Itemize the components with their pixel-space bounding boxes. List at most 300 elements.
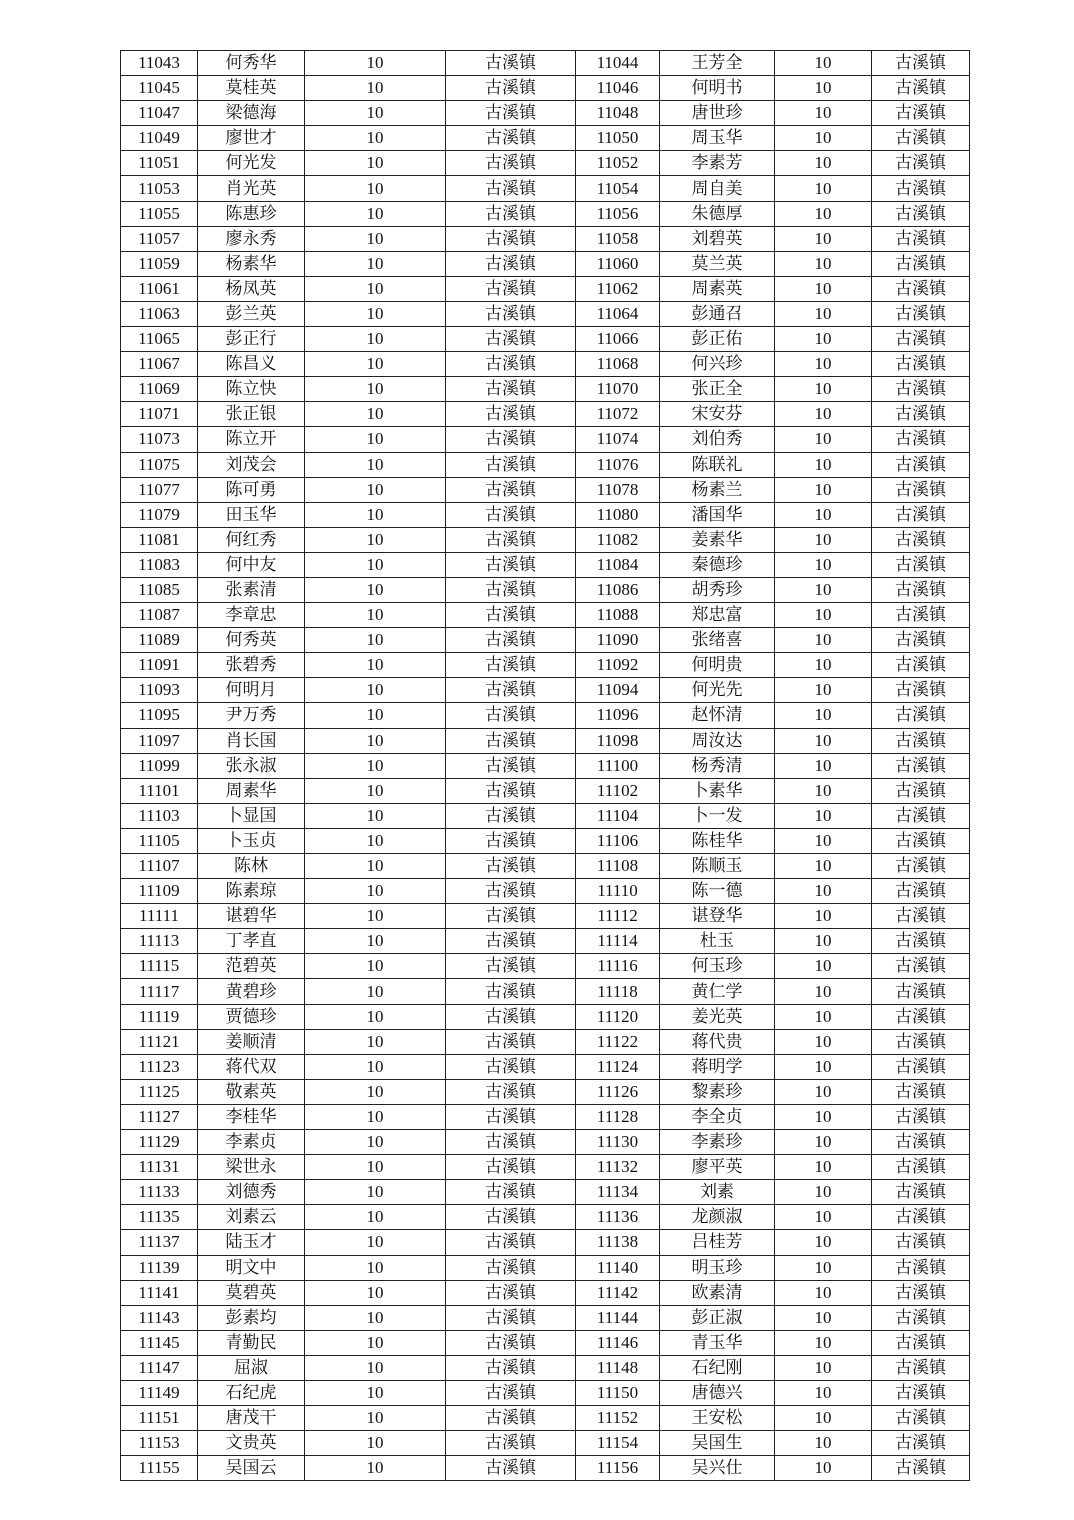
id-cell: 11066 <box>576 327 660 352</box>
name-cell: 莫碧英 <box>198 1280 305 1305</box>
name-cell: 张素清 <box>198 577 305 602</box>
amount-cell: 10 <box>305 753 446 778</box>
amount-cell: 10 <box>775 1456 872 1481</box>
id-cell: 11104 <box>576 803 660 828</box>
name-cell: 姜素华 <box>660 527 775 552</box>
id-cell: 11044 <box>576 51 660 76</box>
id-cell: 11057 <box>121 226 198 251</box>
id-cell: 11081 <box>121 527 198 552</box>
town-cell: 古溪镇 <box>872 854 970 879</box>
name-cell: 肖光英 <box>198 176 305 201</box>
table-row <box>121 1330 970 1355</box>
name-cell: 贾德珍 <box>198 1004 305 1029</box>
name-cell: 何红秀 <box>198 527 305 552</box>
town-cell: 古溪镇 <box>872 1280 970 1305</box>
id-cell: 11136 <box>576 1205 660 1230</box>
name-cell: 刘素云 <box>198 1205 305 1230</box>
roster-table <box>120 50 970 1481</box>
town-cell: 古溪镇 <box>446 101 576 126</box>
town-cell: 古溪镇 <box>446 226 576 251</box>
town-cell: 古溪镇 <box>446 352 576 377</box>
amount-cell: 10 <box>775 603 872 628</box>
id-cell: 11059 <box>121 251 198 276</box>
id-cell: 11083 <box>121 552 198 577</box>
name-cell: 谌碧华 <box>198 904 305 929</box>
id-cell: 11119 <box>121 1004 198 1029</box>
amount-cell: 10 <box>775 176 872 201</box>
id-cell: 11043 <box>121 51 198 76</box>
amount-cell: 10 <box>775 1255 872 1280</box>
town-cell: 古溪镇 <box>446 176 576 201</box>
id-cell: 11113 <box>121 929 198 954</box>
name-cell: 陈昌义 <box>198 352 305 377</box>
amount-cell: 10 <box>775 904 872 929</box>
name-cell: 陈联礼 <box>660 452 775 477</box>
id-cell: 11047 <box>121 101 198 126</box>
id-cell: 11068 <box>576 352 660 377</box>
town-cell: 古溪镇 <box>446 502 576 527</box>
table-row <box>121 1079 970 1104</box>
name-cell: 陈顺玉 <box>660 854 775 879</box>
town-cell: 古溪镇 <box>446 377 576 402</box>
id-cell: 11135 <box>121 1205 198 1230</box>
amount-cell: 10 <box>305 728 446 753</box>
amount-cell: 10 <box>305 854 446 879</box>
name-cell: 李全贞 <box>660 1104 775 1129</box>
id-cell: 11110 <box>576 879 660 904</box>
roster-table-body <box>121 51 970 1481</box>
name-cell: 黎素珍 <box>660 1079 775 1104</box>
amount-cell: 10 <box>305 1456 446 1481</box>
amount-cell: 10 <box>305 577 446 602</box>
name-cell: 吕桂芳 <box>660 1230 775 1255</box>
amount-cell: 10 <box>775 1155 872 1180</box>
id-cell: 11086 <box>576 577 660 602</box>
amount-cell: 10 <box>775 1355 872 1380</box>
id-cell: 11062 <box>576 276 660 301</box>
town-cell: 古溪镇 <box>446 452 576 477</box>
table-row <box>121 803 970 828</box>
amount-cell: 10 <box>775 1029 872 1054</box>
amount-cell: 10 <box>305 201 446 226</box>
id-cell: 11116 <box>576 954 660 979</box>
id-cell: 11088 <box>576 603 660 628</box>
name-cell: 杨素华 <box>198 251 305 276</box>
name-cell: 彭正行 <box>198 327 305 352</box>
town-cell: 古溪镇 <box>872 1230 970 1255</box>
amount-cell: 10 <box>775 929 872 954</box>
id-cell: 11127 <box>121 1104 198 1129</box>
name-cell: 周素华 <box>198 778 305 803</box>
amount-cell: 10 <box>305 1004 446 1029</box>
id-cell: 11126 <box>576 1079 660 1104</box>
name-cell: 黄仁学 <box>660 979 775 1004</box>
town-cell: 古溪镇 <box>872 251 970 276</box>
amount-cell: 10 <box>305 929 446 954</box>
name-cell: 彭正淑 <box>660 1305 775 1330</box>
name-cell: 何明书 <box>660 76 775 101</box>
name-cell: 青勤民 <box>198 1330 305 1355</box>
name-cell: 欧素清 <box>660 1280 775 1305</box>
amount-cell: 10 <box>305 678 446 703</box>
name-cell: 屈淑 <box>198 1355 305 1380</box>
town-cell: 古溪镇 <box>446 1180 576 1205</box>
name-cell: 明文中 <box>198 1255 305 1280</box>
name-cell: 石纪虎 <box>198 1380 305 1405</box>
id-cell: 11144 <box>576 1305 660 1330</box>
amount-cell: 10 <box>775 803 872 828</box>
name-cell: 王芳全 <box>660 51 775 76</box>
id-cell: 11125 <box>121 1079 198 1104</box>
town-cell: 古溪镇 <box>446 1054 576 1079</box>
town-cell: 古溪镇 <box>872 1054 970 1079</box>
amount-cell: 10 <box>305 101 446 126</box>
amount-cell: 10 <box>305 76 446 101</box>
name-cell: 何秀华 <box>198 51 305 76</box>
id-cell: 11112 <box>576 904 660 929</box>
town-cell: 古溪镇 <box>446 1305 576 1330</box>
amount-cell: 10 <box>775 1054 872 1079</box>
id-cell: 11060 <box>576 251 660 276</box>
amount-cell: 10 <box>775 1180 872 1205</box>
town-cell: 古溪镇 <box>872 929 970 954</box>
town-cell: 古溪镇 <box>872 226 970 251</box>
amount-cell: 10 <box>775 477 872 502</box>
name-cell: 陈桂华 <box>660 828 775 853</box>
name-cell: 周玉华 <box>660 126 775 151</box>
town-cell: 古溪镇 <box>872 276 970 301</box>
name-cell: 黄碧珍 <box>198 979 305 1004</box>
town-cell: 古溪镇 <box>872 327 970 352</box>
amount-cell: 10 <box>305 803 446 828</box>
id-cell: 11152 <box>576 1406 660 1431</box>
name-cell: 何明月 <box>198 678 305 703</box>
town-cell: 古溪镇 <box>446 1380 576 1405</box>
amount-cell: 10 <box>775 226 872 251</box>
table-row <box>121 753 970 778</box>
id-cell: 11129 <box>121 1130 198 1155</box>
name-cell: 廖永秀 <box>198 226 305 251</box>
town-cell: 古溪镇 <box>446 929 576 954</box>
name-cell: 梁世永 <box>198 1155 305 1180</box>
town-cell: 古溪镇 <box>872 176 970 201</box>
name-cell: 李桂华 <box>198 1104 305 1129</box>
town-cell: 古溪镇 <box>872 101 970 126</box>
name-cell: 彭兰英 <box>198 301 305 326</box>
name-cell: 廖平英 <box>660 1155 775 1180</box>
table-row <box>121 101 970 126</box>
amount-cell: 10 <box>775 954 872 979</box>
name-cell: 潘国华 <box>660 502 775 527</box>
name-cell: 何中友 <box>198 552 305 577</box>
amount-cell: 10 <box>305 452 446 477</box>
name-cell: 李素贞 <box>198 1130 305 1155</box>
town-cell: 古溪镇 <box>446 653 576 678</box>
town-cell: 古溪镇 <box>872 728 970 753</box>
town-cell: 古溪镇 <box>872 803 970 828</box>
name-cell: 刘伯秀 <box>660 427 775 452</box>
town-cell: 古溪镇 <box>872 1431 970 1456</box>
name-cell: 谌登华 <box>660 904 775 929</box>
amount-cell: 10 <box>305 1054 446 1079</box>
name-cell: 姜顺清 <box>198 1029 305 1054</box>
id-cell: 11105 <box>121 828 198 853</box>
town-cell: 古溪镇 <box>872 1104 970 1129</box>
id-cell: 11098 <box>576 728 660 753</box>
id-cell: 11064 <box>576 301 660 326</box>
amount-cell: 10 <box>305 301 446 326</box>
id-cell: 11147 <box>121 1355 198 1380</box>
town-cell: 古溪镇 <box>446 1230 576 1255</box>
town-cell: 古溪镇 <box>872 577 970 602</box>
amount-cell: 10 <box>775 1104 872 1129</box>
town-cell: 古溪镇 <box>872 703 970 728</box>
id-cell: 11124 <box>576 1054 660 1079</box>
table-row <box>121 778 970 803</box>
id-cell: 11145 <box>121 1330 198 1355</box>
id-cell: 11085 <box>121 577 198 602</box>
id-cell: 11048 <box>576 101 660 126</box>
amount-cell: 10 <box>775 327 872 352</box>
name-cell: 张碧秀 <box>198 653 305 678</box>
amount-cell: 10 <box>775 1004 872 1029</box>
id-cell: 11056 <box>576 201 660 226</box>
town-cell: 古溪镇 <box>872 1130 970 1155</box>
id-cell: 11073 <box>121 427 198 452</box>
id-cell: 11156 <box>576 1456 660 1481</box>
town-cell: 古溪镇 <box>872 753 970 778</box>
amount-cell: 10 <box>305 1255 446 1280</box>
name-cell: 范碧英 <box>198 954 305 979</box>
amount-cell: 10 <box>775 126 872 151</box>
table-row <box>121 1305 970 1330</box>
id-cell: 11123 <box>121 1054 198 1079</box>
id-cell: 11091 <box>121 653 198 678</box>
table-row <box>121 929 970 954</box>
table-row <box>121 1230 970 1255</box>
id-cell: 11054 <box>576 176 660 201</box>
name-cell: 龙颜淑 <box>660 1205 775 1230</box>
amount-cell: 10 <box>775 151 872 176</box>
town-cell: 古溪镇 <box>446 251 576 276</box>
name-cell: 杜玉 <box>660 929 775 954</box>
amount-cell: 10 <box>305 402 446 427</box>
table-row <box>121 276 970 301</box>
id-cell: 11084 <box>576 552 660 577</box>
amount-cell: 10 <box>775 452 872 477</box>
town-cell: 古溪镇 <box>872 552 970 577</box>
amount-cell: 10 <box>305 151 446 176</box>
name-cell: 张永淑 <box>198 753 305 778</box>
table-row <box>121 76 970 101</box>
town-cell: 古溪镇 <box>872 352 970 377</box>
table-row <box>121 653 970 678</box>
table-row <box>121 954 970 979</box>
amount-cell: 10 <box>305 126 446 151</box>
amount-cell: 10 <box>305 1180 446 1205</box>
id-cell: 11107 <box>121 854 198 879</box>
amount-cell: 10 <box>305 954 446 979</box>
town-cell: 古溪镇 <box>446 477 576 502</box>
town-cell: 古溪镇 <box>872 76 970 101</box>
table-row <box>121 1380 970 1405</box>
town-cell: 古溪镇 <box>872 904 970 929</box>
id-cell: 11121 <box>121 1029 198 1054</box>
town-cell: 古溪镇 <box>446 276 576 301</box>
amount-cell: 10 <box>775 1205 872 1230</box>
table-row <box>121 1130 970 1155</box>
id-cell: 11133 <box>121 1180 198 1205</box>
table-row <box>121 577 970 602</box>
town-cell: 古溪镇 <box>872 126 970 151</box>
id-cell: 11074 <box>576 427 660 452</box>
town-cell: 古溪镇 <box>872 1330 970 1355</box>
town-cell: 古溪镇 <box>872 502 970 527</box>
amount-cell: 10 <box>305 904 446 929</box>
amount-cell: 10 <box>305 1079 446 1104</box>
town-cell: 古溪镇 <box>446 1330 576 1355</box>
town-cell: 古溪镇 <box>446 1104 576 1129</box>
name-cell: 何玉珍 <box>660 954 775 979</box>
name-cell: 陈林 <box>198 854 305 879</box>
table-row <box>121 452 970 477</box>
id-cell: 11102 <box>576 778 660 803</box>
amount-cell: 10 <box>305 1431 446 1456</box>
town-cell: 古溪镇 <box>446 1255 576 1280</box>
name-cell: 唐世珍 <box>660 101 775 126</box>
id-cell: 11050 <box>576 126 660 151</box>
amount-cell: 10 <box>775 502 872 527</box>
town-cell: 古溪镇 <box>446 703 576 728</box>
name-cell: 蒋代双 <box>198 1054 305 1079</box>
id-cell: 11117 <box>121 979 198 1004</box>
town-cell: 古溪镇 <box>872 452 970 477</box>
amount-cell: 10 <box>305 1104 446 1129</box>
name-cell: 何兴珍 <box>660 352 775 377</box>
id-cell: 11058 <box>576 226 660 251</box>
amount-cell: 10 <box>305 527 446 552</box>
amount-cell: 10 <box>305 176 446 201</box>
amount-cell: 10 <box>305 1230 446 1255</box>
amount-cell: 10 <box>775 301 872 326</box>
table-row <box>121 226 970 251</box>
name-cell: 何光先 <box>660 678 775 703</box>
town-cell: 古溪镇 <box>872 828 970 853</box>
id-cell: 11100 <box>576 753 660 778</box>
amount-cell: 10 <box>305 628 446 653</box>
id-cell: 11155 <box>121 1456 198 1481</box>
amount-cell: 10 <box>775 1280 872 1305</box>
id-cell: 11093 <box>121 678 198 703</box>
amount-cell: 10 <box>305 276 446 301</box>
table-row <box>121 1355 970 1380</box>
name-cell: 周汝达 <box>660 728 775 753</box>
table-row <box>121 979 970 1004</box>
name-cell: 文贵英 <box>198 1431 305 1456</box>
town-cell: 古溪镇 <box>446 854 576 879</box>
amount-cell: 10 <box>775 1431 872 1456</box>
name-cell: 陈素琼 <box>198 879 305 904</box>
name-cell: 宋安芬 <box>660 402 775 427</box>
id-cell: 11122 <box>576 1029 660 1054</box>
town-cell: 古溪镇 <box>446 151 576 176</box>
name-cell: 李素珍 <box>660 1130 775 1155</box>
amount-cell: 10 <box>775 678 872 703</box>
town-cell: 古溪镇 <box>446 51 576 76</box>
table-row <box>121 151 970 176</box>
town-cell: 古溪镇 <box>446 603 576 628</box>
town-cell: 古溪镇 <box>446 678 576 703</box>
table-row <box>121 703 970 728</box>
id-cell: 11137 <box>121 1230 198 1255</box>
town-cell: 古溪镇 <box>446 879 576 904</box>
name-cell: 何光发 <box>198 151 305 176</box>
amount-cell: 10 <box>775 577 872 602</box>
amount-cell: 10 <box>775 201 872 226</box>
town-cell: 古溪镇 <box>446 201 576 226</box>
amount-cell: 10 <box>305 1205 446 1230</box>
id-cell: 11108 <box>576 854 660 879</box>
id-cell: 11140 <box>576 1255 660 1280</box>
id-cell: 11143 <box>121 1305 198 1330</box>
amount-cell: 10 <box>775 352 872 377</box>
amount-cell: 10 <box>305 1406 446 1431</box>
name-cell: 何明贵 <box>660 653 775 678</box>
amount-cell: 10 <box>305 502 446 527</box>
amount-cell: 10 <box>305 703 446 728</box>
id-cell: 11094 <box>576 678 660 703</box>
table-row <box>121 1280 970 1305</box>
town-cell: 古溪镇 <box>446 728 576 753</box>
name-cell: 卜玉贞 <box>198 828 305 853</box>
table-row <box>121 1155 970 1180</box>
name-cell: 丁孝直 <box>198 929 305 954</box>
table-row <box>121 527 970 552</box>
id-cell: 11115 <box>121 954 198 979</box>
name-cell: 陈可勇 <box>198 477 305 502</box>
name-cell: 唐茂干 <box>198 1406 305 1431</box>
amount-cell: 10 <box>305 477 446 502</box>
table-row <box>121 552 970 577</box>
name-cell: 莫兰英 <box>660 251 775 276</box>
name-cell: 唐德兴 <box>660 1380 775 1405</box>
id-cell: 11141 <box>121 1280 198 1305</box>
amount-cell: 10 <box>305 1305 446 1330</box>
id-cell: 11079 <box>121 502 198 527</box>
name-cell: 肖长国 <box>198 728 305 753</box>
amount-cell: 10 <box>305 552 446 577</box>
town-cell: 古溪镇 <box>872 402 970 427</box>
id-cell: 11061 <box>121 276 198 301</box>
table-row <box>121 1406 970 1431</box>
id-cell: 11046 <box>576 76 660 101</box>
name-cell: 田玉华 <box>198 502 305 527</box>
table-row <box>121 628 970 653</box>
id-cell: 11080 <box>576 502 660 527</box>
amount-cell: 10 <box>305 979 446 1004</box>
amount-cell: 10 <box>775 1330 872 1355</box>
id-cell: 11092 <box>576 653 660 678</box>
amount-cell: 10 <box>775 703 872 728</box>
id-cell: 11075 <box>121 452 198 477</box>
amount-cell: 10 <box>305 603 446 628</box>
name-cell: 陆玉才 <box>198 1230 305 1255</box>
amount-cell: 10 <box>305 377 446 402</box>
amount-cell: 10 <box>775 1380 872 1405</box>
table-row <box>121 728 970 753</box>
amount-cell: 10 <box>305 1380 446 1405</box>
table-row <box>121 51 970 76</box>
